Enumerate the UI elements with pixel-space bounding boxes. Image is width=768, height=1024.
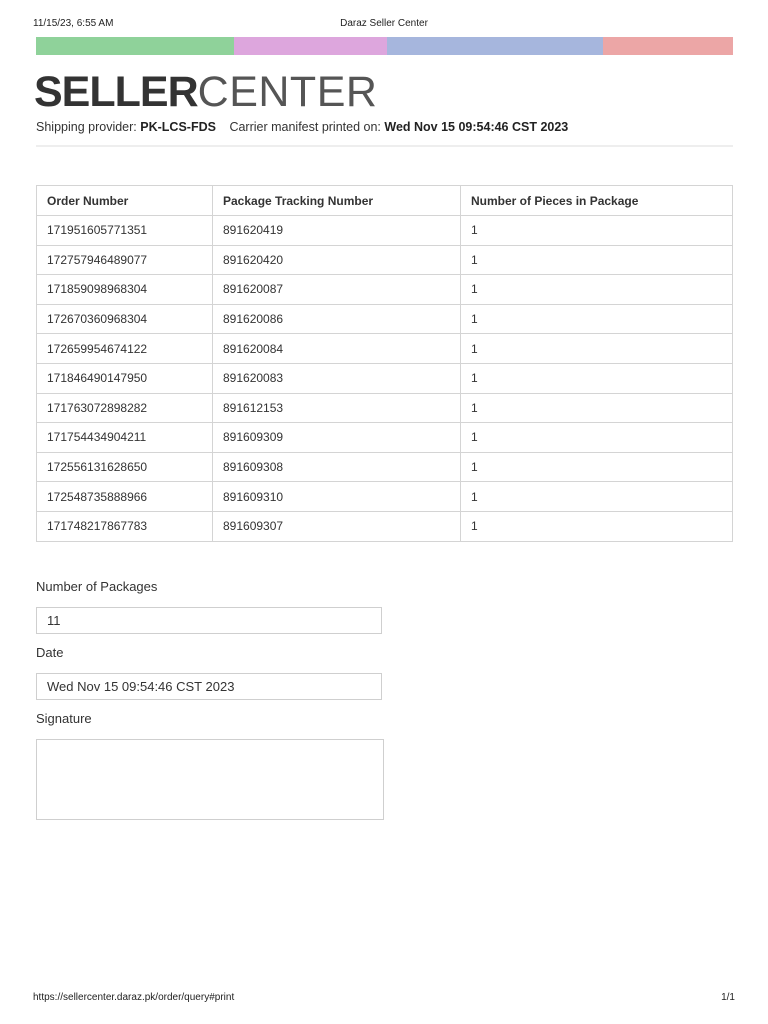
table-row xyxy=(37,216,733,246)
provider-label: Shipping provider: xyxy=(36,120,137,134)
tracking-number-cell: 891620087 xyxy=(213,275,461,305)
table-row xyxy=(37,245,733,275)
tracking-number-cell: 891609308 xyxy=(213,452,461,482)
color-bar-pink xyxy=(603,37,733,55)
table-header-row xyxy=(37,186,733,216)
seller-center-logo xyxy=(34,70,377,114)
pieces-cell: 1 xyxy=(461,334,733,364)
table-row xyxy=(37,363,733,393)
printed-value: Wed Nov 15 09:54:46 CST 2023 xyxy=(384,120,569,134)
pieces-cell: 1 xyxy=(461,423,733,453)
header-pieces: Number of Pieces in Package xyxy=(461,186,733,216)
order-number-cell: 171846490147950 xyxy=(37,363,213,393)
header-divider xyxy=(36,145,733,147)
order-number-cell: 171748217867783 xyxy=(37,511,213,541)
pieces-cell: 1 xyxy=(461,363,733,393)
date-label: Date xyxy=(36,645,64,660)
order-number-cell: 172659954674122 xyxy=(37,334,213,364)
print-footer xyxy=(33,992,735,1003)
tracking-number-cell: 891620084 xyxy=(213,334,461,364)
pieces-cell: 1 xyxy=(461,452,733,482)
pieces-cell: 1 xyxy=(461,245,733,275)
order-number-cell: 172548735888966 xyxy=(37,482,213,512)
order-number-cell: 171754434904211 xyxy=(37,423,213,453)
tracking-number-cell: 891620420 xyxy=(213,245,461,275)
signature-box[interactable] xyxy=(36,739,384,820)
print-url: https://sellercenter.daraz.pk/order/query#print xyxy=(33,992,235,1003)
pieces-cell: 1 xyxy=(461,482,733,512)
print-datetime: 11/15/23, 6:55 AM xyxy=(33,18,114,29)
date-field[interactable]: Wed Nov 15 09:54:46 CST 2023 xyxy=(36,673,382,700)
provider-value: PK-LCS-FDS xyxy=(140,120,216,134)
header-order-number: Order Number xyxy=(37,186,213,216)
pieces-cell: 1 xyxy=(461,304,733,334)
signature-label: Signature xyxy=(36,711,92,726)
tracking-number-cell: 891620419 xyxy=(213,216,461,246)
tracking-number-cell: 891609310 xyxy=(213,482,461,512)
logo-light-text: CENTER xyxy=(197,68,378,116)
order-number-cell: 171859098968304 xyxy=(37,275,213,305)
pieces-cell: 1 xyxy=(461,275,733,305)
table-row xyxy=(37,275,733,305)
table-row xyxy=(37,482,733,512)
table-row xyxy=(37,393,733,423)
table-row xyxy=(37,334,733,364)
logo-bold-text: SELLER xyxy=(34,68,198,116)
packages-label: Number of Packages xyxy=(36,579,158,594)
print-page-number: 1/1 xyxy=(721,992,735,1003)
table-row xyxy=(37,423,733,453)
order-number-cell: 171951605771351 xyxy=(37,216,213,246)
header-tracking-number: Package Tracking Number xyxy=(213,186,461,216)
color-bar-blue xyxy=(387,37,603,55)
table-row xyxy=(37,304,733,334)
order-number-cell: 172556131628650 xyxy=(37,452,213,482)
tracking-number-cell: 891609307 xyxy=(213,511,461,541)
order-number-cell: 171763072898282 xyxy=(37,393,213,423)
tracking-number-cell: 891620086 xyxy=(213,304,461,334)
packages-field[interactable]: 11 xyxy=(36,607,382,634)
printed-label: Carrier manifest printed on: xyxy=(229,120,381,134)
pieces-cell: 1 xyxy=(461,511,733,541)
brand-color-bar xyxy=(36,37,733,55)
pieces-cell: 1 xyxy=(461,393,733,423)
order-number-cell: 172670360968304 xyxy=(37,304,213,334)
manifest-meta xyxy=(36,120,568,134)
pieces-cell: 1 xyxy=(461,216,733,246)
tracking-number-cell: 891612153 xyxy=(213,393,461,423)
print-header xyxy=(33,18,732,32)
print-page-title: Daraz Seller Center xyxy=(340,18,428,29)
tracking-number-cell: 891609309 xyxy=(213,423,461,453)
table-row xyxy=(37,511,733,541)
color-bar-green xyxy=(36,37,234,55)
order-number-cell: 172757946489077 xyxy=(37,245,213,275)
color-bar-purple xyxy=(234,37,387,55)
manifest-table xyxy=(36,185,733,542)
table-row xyxy=(37,452,733,482)
tracking-number-cell: 891620083 xyxy=(213,363,461,393)
